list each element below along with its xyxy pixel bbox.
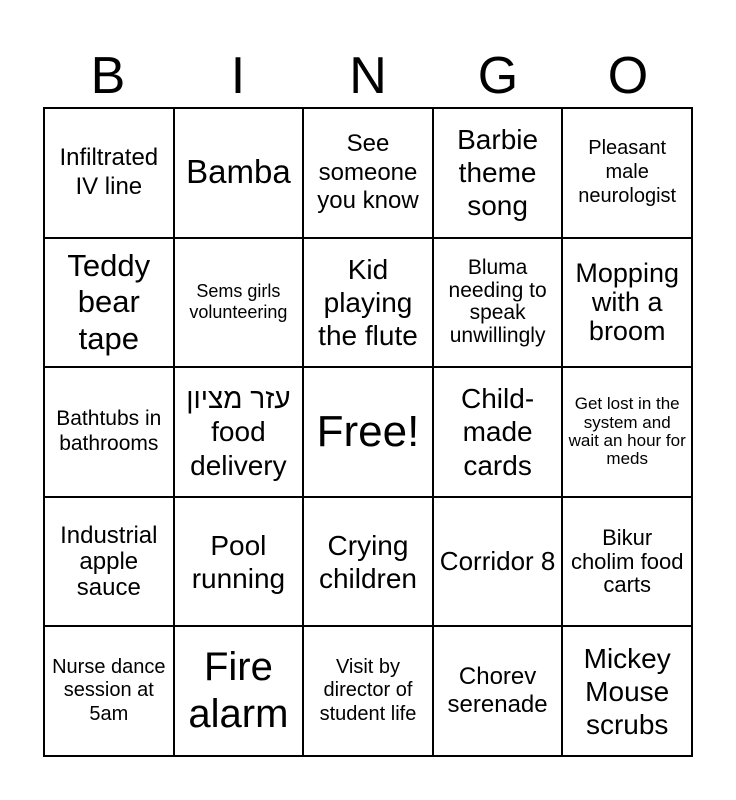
bingo-cell[interactable] bbox=[562, 108, 692, 238]
header-letter-g: G bbox=[477, 47, 519, 105]
header-letter-i: I bbox=[230, 47, 246, 105]
cell-text: Pool running bbox=[191, 529, 286, 594]
cell-text: עזר מציון food delivery bbox=[186, 383, 291, 481]
bingo-cell[interactable] bbox=[433, 108, 563, 238]
cell-text: Corridor 8 bbox=[439, 546, 556, 577]
bingo-cell[interactable] bbox=[303, 497, 433, 627]
bingo-cell[interactable] bbox=[433, 497, 563, 627]
bingo-cell-free[interactable] bbox=[303, 367, 433, 497]
bingo-cell[interactable] bbox=[303, 238, 433, 368]
bingo-cell[interactable] bbox=[44, 367, 174, 497]
bingo-board bbox=[43, 107, 693, 757]
header-letter-o: O bbox=[607, 47, 649, 105]
bingo-cell[interactable] bbox=[562, 367, 692, 497]
bingo-cell[interactable] bbox=[44, 497, 174, 627]
cell-text: Fire alarm bbox=[188, 645, 289, 737]
cell-text: Get lost in the system and wait an hour for meds bbox=[568, 394, 686, 469]
bingo-cell[interactable] bbox=[303, 626, 433, 756]
bingo-cell[interactable] bbox=[433, 238, 563, 368]
bingo-cell[interactable] bbox=[44, 238, 174, 368]
cell-text: Mickey Mouse scrubs bbox=[583, 642, 671, 740]
cell-text: Infiltrated IV line bbox=[59, 144, 159, 200]
bingo-cell[interactable] bbox=[174, 108, 304, 238]
free-space-text: Free! bbox=[316, 407, 420, 457]
bingo-cell[interactable] bbox=[174, 626, 304, 756]
bingo-cell[interactable] bbox=[174, 238, 304, 368]
cell-text: See someone you know bbox=[317, 130, 419, 214]
cell-text: Bamba bbox=[186, 153, 291, 191]
bingo-header bbox=[43, 44, 693, 108]
cell-text: Mopping with a broom bbox=[575, 257, 679, 346]
bingo-cell[interactable] bbox=[433, 626, 563, 756]
cell-text: Chorev serenade bbox=[447, 662, 548, 719]
bingo-cell[interactable] bbox=[174, 497, 304, 627]
cell-text: Crying children bbox=[318, 529, 418, 594]
bingo-cell[interactable] bbox=[303, 108, 433, 238]
cell-text: Barbie theme song bbox=[457, 124, 539, 222]
cell-text: Teddy bear tape bbox=[67, 247, 151, 356]
bingo-cell[interactable] bbox=[562, 626, 692, 756]
bingo-cell[interactable] bbox=[44, 108, 174, 238]
cell-text: Visit by director of student life bbox=[319, 655, 417, 725]
bingo-cell[interactable] bbox=[562, 497, 692, 627]
bingo-cell[interactable] bbox=[174, 367, 304, 497]
cell-text: Bluma needing to speak unwillingly bbox=[448, 256, 547, 348]
header-letter-b: B bbox=[90, 47, 126, 105]
cell-text: Kid playing the flute bbox=[318, 253, 418, 351]
cell-text: Child-made cards bbox=[461, 383, 535, 481]
header-letter-n: N bbox=[349, 47, 387, 105]
cell-text: Sems girls volunteering bbox=[189, 281, 288, 323]
cell-text: Industrial apple sauce bbox=[60, 521, 158, 601]
bingo-cell[interactable] bbox=[433, 367, 563, 497]
bingo-cell[interactable] bbox=[562, 238, 692, 368]
cell-text: Bikur cholim food carts bbox=[570, 524, 684, 598]
cell-text: Bathtubs in bathrooms bbox=[56, 407, 162, 455]
bingo-cell[interactable] bbox=[44, 626, 174, 756]
cell-text: Pleasant male neurologist bbox=[578, 137, 677, 207]
cell-text: Nurse dance session at 5am bbox=[52, 655, 166, 725]
